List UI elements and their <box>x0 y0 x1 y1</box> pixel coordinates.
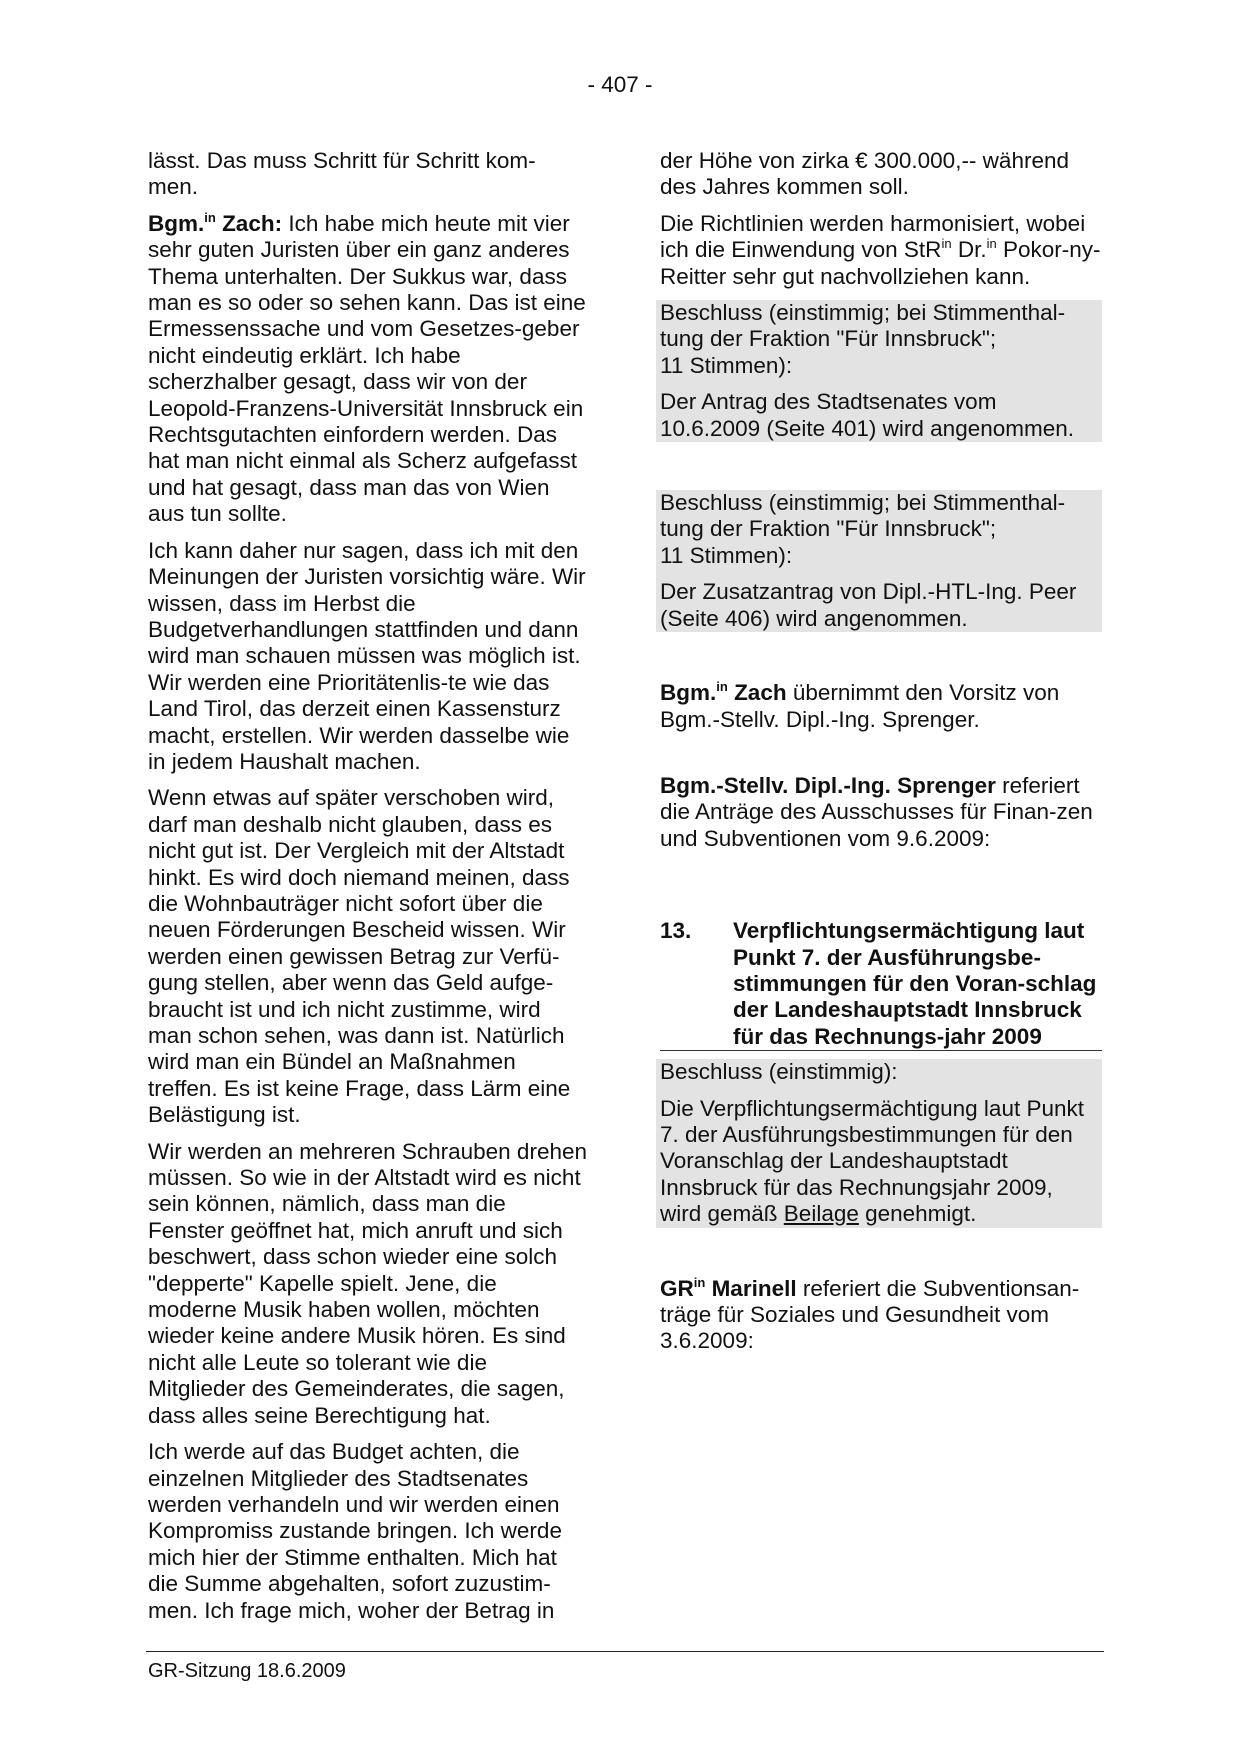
agenda-item-13 <box>660 918 1102 1051</box>
agenda-title: Verpflichtungsermächtigung laut Punkt 7. der Ausführungsbe-stimmungen für den Voran-schlag der Landeshauptstadt Innsbruck für das Rechnungs-jahr 2009 <box>733 918 1097 1049</box>
speaker-bgm: Bgm.$^{in}$ Zach: <box>148 209 283 236</box>
resolution-text-3: Die Verpflichtungsermächtigung laut Punkt 7. der Ausführungsbestimmungen für den Voranschlag der Landeshauptstadt Innsbruck für das Rechnungsjahr 2009, wird gemäß Beilage genehmigt. <box>660 1095 1084 1227</box>
resolution-text-2: Der Zusatzantrag von Dipl.-HTL-Ing. Peer (Seite 406) wird angenommen. <box>660 579 1077 631</box>
resolution-head-3: Beschluss (einstimmig): <box>660 1059 898 1085</box>
right-paragraph-4: Bgm.-Stellv. Dipl.-Ing. Sprenger referiert die Anträge des Ausschusses für Finan-zen und Subventionen vom 9.6.2009: <box>660 772 1093 851</box>
footer-divider <box>146 1651 1104 1652</box>
right-paragraph-5: $GR^{in}$ Marinell referiert die Subventionsan-träge für Soziales und Gesundheit vom 3.6.2009: <box>660 1274 1080 1354</box>
right-paragraph-1: der Höhe von zirka € 300.000,-- während des Jahres kommen soll. <box>660 148 1069 200</box>
resolution-head-1: Beschluss (einstimmig; bei Stimmenthal- tung der Fraktion "Für Innsbruck"; 11 Stimmen): <box>660 300 1066 378</box>
footer-text: GR-Sitzung 18.6.2009 <box>148 1660 346 1682</box>
resolution-text-1: Der Antrag des Stadtsenates vom 10.6.2009 (Seite 401) wird angenommen. <box>660 389 1075 441</box>
left-paragraph-4: Wenn etwas auf später verschoben wird, darf man deshalb nicht glauben, dass es nicht gut ist. Der Vergleich mit der Altstadt hinkt. Es wird doch niemand meinen, dass die Wohnbauträger nicht sofort über die neuen Förderungen Bescheid wissen. Wir werden einen gewissen Betrag zur Verfü-gung stellen, aber wenn das Geld aufge-braucht ist und ich nicht zustimme, wird man schon sehen, was dann ist. Natürlich wird man ein Bündel an Maßnahmen treffen. Es ist keine Frage, dass Lärm eine Belästigung ist. <box>148 785 571 1128</box>
left-column <box>148 148 588 1634</box>
left-paragraph-1: lässt. Das muss Schritt für Schritt kom- men. <box>148 148 536 200</box>
resolution-box-1 <box>656 300 1102 442</box>
left-paragraph-2: Bgm.$^{in}$ Zach: Ich habe mich heute mit vier sehr guten Juristen über ein ganz anderes Thema unterhalten. Der Sukkus war, dass man es so oder so sehen kann. Das ist eine Ermessenssache und vom Gesetzes-geber nicht eindeutig erklärt. Ich habe scherzhalber gesagt, dass wir von der Leopold-Franzens-Universität Innsbruck ein Rechtsgutachten einfordern werden. Das hat man nicht einmal als Scherz aufgefasst und hat gesagt, dass man das von Wien aus tun sollte. <box>148 209 586 527</box>
page-number: - 407 - <box>587 72 653 97</box>
right-paragraph-3: Bgm.$^{in}$ Zach übernimmt den Vorsitz von Bgm.-Stellv. Dipl.-Ing. Sprenger. <box>660 679 1060 732</box>
left-paragraph-5: Wir werden an mehreren Schrauben drehen müssen. So wie in der Altstadt wird es nicht sein können, nämlich, dass man die Fenster geöffnet hat, mich anruft und sich beschwert, dass schon wieder eine solch "depperte" Kapelle spielt. Jene, die moderne Musik haben wollen, möchten wieder keine andere Musik hören. Es sind nicht alle Leute so tolerant wie die Mitglieder des Gemeinderates, die sagen, dass alles seine Berechtigung hat. <box>148 1138 587 1428</box>
left-paragraph-6: Ich werde auf das Budget achten, die einzelnen Mitglieder des Stadtsenates werden verhandeln und wir werden einen Kompromiss zustande bringen. Ich werde mich hier der Stimme enthalten. Mich hat die Summe abgehalten, sofort zuzustim-men. Ich frage mich, woher der Betrag in <box>148 1439 562 1623</box>
right-paragraph-2: Die Richtlinien werden harmonisiert, wobei ich die Einwendung von StR$^{in}$ Dr.$^{in}$ Pokor-ny-Reitter sehr gut nachvollziehen kann. <box>660 210 1101 289</box>
resolution-head-2: Beschluss (einstimmig; bei Stimmenthal- tung der Fraktion "Für Innsbruck"; 11 Stimmen): <box>660 490 1066 568</box>
resolution-box-3 <box>656 1059 1102 1227</box>
beilage-link[interactable]: Beilage <box>783 1201 859 1227</box>
left-paragraph-3: Ich kann daher nur sagen, dass ich mit den Meinungen der Juristen vorsichtig wäre. Wir wissen, dass im Herbst die Budgetverhandlungen stattfinden und dann wird man schauen müssen was möglich ist. Wir werden eine Prioritätenlis-te wie das Land Tirol, das derzeit einen Kassensturz macht, erstellen. Wir werden dasselbe wie in jedem Haushalt machen. <box>148 537 586 774</box>
resolution-box-2 <box>656 490 1102 632</box>
right-column <box>660 148 1102 1355</box>
agenda-number: 13. <box>660 918 692 944</box>
